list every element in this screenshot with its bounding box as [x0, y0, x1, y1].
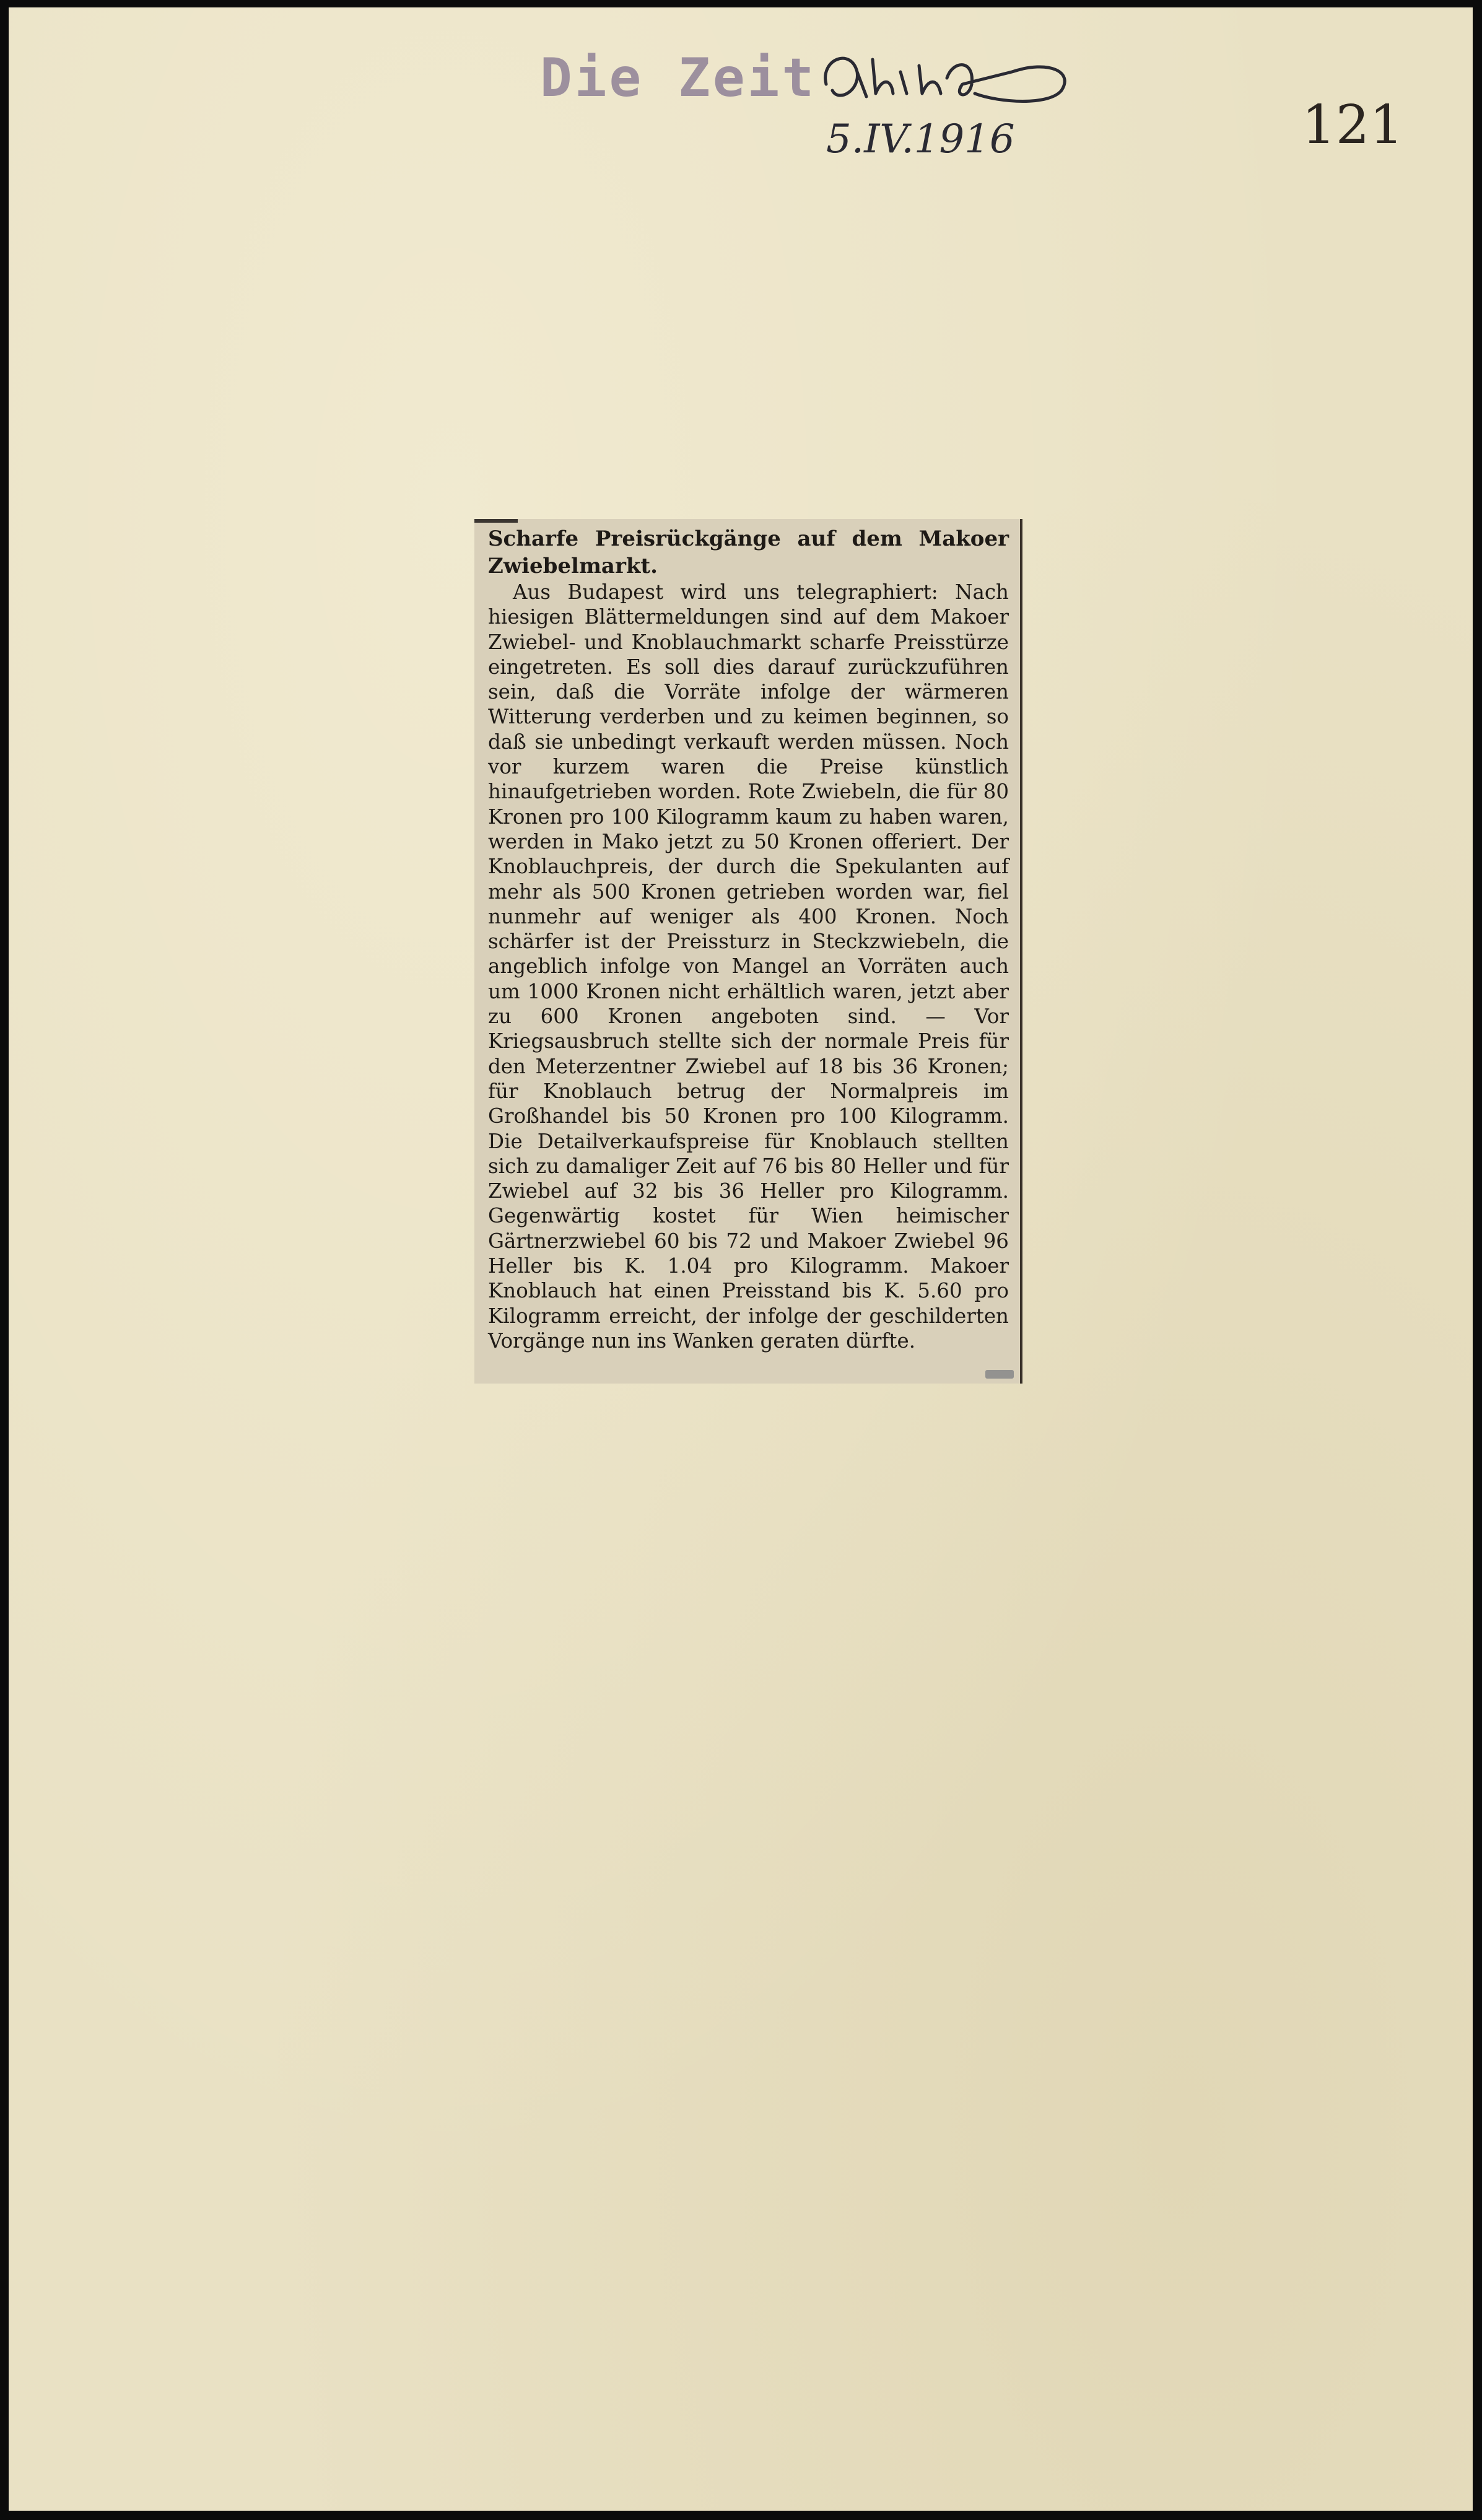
handwritten-date: 5.IV.1916 — [826, 116, 1015, 162]
page-number: 121 — [1302, 94, 1404, 156]
ink-smudge — [985, 1370, 1014, 1379]
newspaper-stamp: Die Zeit — [540, 47, 817, 109]
article-headline: Scharfe Preisrückgänge auf dem Makoer Zwiebelmarkt. — [488, 526, 1009, 578]
handwritten-annotation — [814, 35, 1111, 177]
newspaper-clipping — [474, 519, 1022, 1384]
article-body: Aus Budapest wird uns telegraphiert: Nach hiesigen Blättermeldungen sind auf dem Makoer Zwiebel- und Knoblauchmarkt scharfe Preisstürze eingetreten. Es soll dies darauf zurückzuführen sein, daß die Vorräte infolge der wärmeren Witterung verderben und zu keimen beginnen, so daß sie unbedingt verkauft werden müssen. Noch vor kurzem waren die Preise künstlich hinaufgetrieben worden. Rote Zwiebeln, die für 80 Kronen pro 100 Kilogramm kaum zu haben waren, werden in Mako jetzt zu 50 Kronen offeriert. Der Knoblauchpreis, der durch die Spekulanten auf mehr als 500 Kronen getrieben worden war, fiel nunmehr auf weniger als 400 Kronen. Noch schärfer ist der Preissturz in Steckzwiebeln, die angeblich infolge von Mangel an Vorräten auch um 1000 Kronen nicht erhältlich waren, jetzt aber zu 600 Kronen angeboten sind. — Vor Kriegsausbruch stellte sich der normale Preis für den Meterzentner Zwiebel auf 18 bis 36 Kronen; für Knoblauch betrug der Normalpreis im Großhandel bis 50 Kronen pro 100 Kilogramm. Die Detailverkaufspreise für Knoblauch stellten sich zu damaliger Zeit auf 76 bis 80 Heller und für Zwiebel auf 32 bis 36 Heller pro Kilogramm. Gegenwärtig kostet für Wien heimischer Gärtnerzwiebel 60 bis 72 und Makoer Zwiebel 96 Heller bis K. 1.04 pro Kilogramm. Makoer Knoblauch hat einen Preisstand bis K. 5.60 pro Kilogramm erreicht, der infolge der geschilderten Vorgänge nun ins Wanken geraten dürfte. — [488, 580, 1009, 1353]
signature-flourish — [826, 58, 1065, 101]
archive-sheet — [9, 7, 1473, 2511]
handwriting-svg — [814, 35, 1111, 177]
